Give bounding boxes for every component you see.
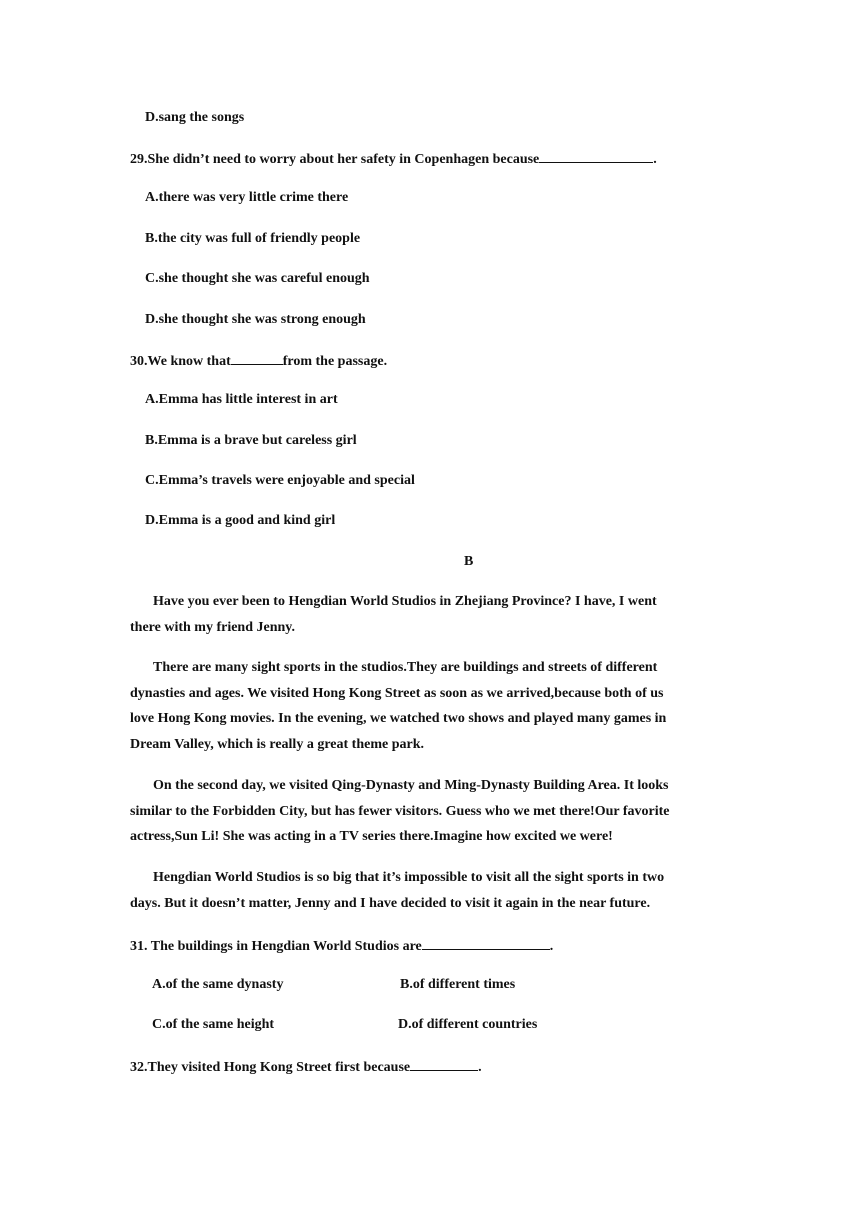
q29-stem-text: 29.She didn’t need to worry about her safety in Copenhagen because (130, 152, 540, 167)
q30-stem-before: 30.We know that (130, 354, 231, 369)
answer-blank (231, 351, 283, 365)
q32-stem-text: 32.They visited Hong Kong Street first because (130, 1060, 411, 1075)
passage-line: On the second day, we visited Qing-Dynasty and Ming-Dynasty Building Area. It looks (153, 778, 669, 793)
passage-line: actress,Sun Li! She was acting in a TV series there.Imagine how excited we were! (130, 829, 613, 845)
q31-option-b: B.of different times (400, 977, 516, 992)
passage-line: Have you ever been to Hengdian World Studios in Zhejiang Province? I have, I went (153, 594, 657, 609)
q30-option-a: A.Emma has little interest in art (145, 392, 338, 407)
answer-blank (410, 1057, 478, 1071)
answer-blank (422, 936, 550, 950)
q29-stem-end: . (653, 152, 657, 167)
q31-option-c: C.of the same height (152, 1017, 275, 1032)
passage-line: there with my friend Jenny. (130, 619, 296, 635)
passage-line: There are many sight sports in the studios.They are buildings and streets of different (153, 660, 658, 675)
q31-stem (130, 936, 553, 956)
q29-option-d: D.she thought she was strong enough (145, 312, 366, 327)
section-title: B (464, 554, 474, 569)
passage-paragraph-2 (130, 655, 720, 758)
q29-option-a: A.there was very little crime there (145, 190, 349, 205)
q29-stem (130, 149, 657, 169)
q32-stem (130, 1057, 482, 1077)
q31-option-a: A.of the same dynasty (152, 977, 284, 992)
q30-stem (130, 351, 387, 371)
q32-stem-end: . (478, 1060, 482, 1075)
q30-option-c: C.Emma’s travels were enjoyable and special (145, 473, 415, 488)
q30-option-b: B.Emma is a brave but careless girl (145, 433, 357, 448)
passage-line: Hengdian World Studios is so big that it’s impossible to visit all the sight sports in two (153, 870, 665, 885)
passage-paragraph-3 (130, 773, 720, 850)
q28-option-d: D.sang the songs (145, 110, 245, 125)
passage-line: Dream Valley, which is really a great theme park. (130, 737, 424, 753)
q29-option-b: B.the city was full of friendly people (145, 231, 361, 246)
passage-paragraph-4 (130, 865, 720, 916)
q30-stem-after: from the passage. (282, 354, 388, 369)
q29-option-c: C.she thought she was careful enough (145, 271, 370, 286)
passage-line: dynasties and ages. We visited Hong Kong Street as soon as we arrived,because both of us (130, 685, 664, 701)
q31-stem-end: . (549, 939, 554, 954)
passage-line: love Hong Kong movies. In the evening, we watched two shows and played many games in (130, 711, 667, 727)
q31-option-d: D.of different countries (398, 1017, 538, 1032)
q30-option-d: D.Emma is a good and kind girl (145, 513, 336, 528)
answer-blank (539, 149, 653, 163)
q31-stem-text: 31. The buildings in Hengdian World Studios are (130, 939, 422, 954)
passage-line: days. But it doesn’t matter, Jenny and I have decided to visit it again in the near future. (130, 895, 651, 911)
passage-paragraph-1 (130, 589, 720, 640)
passage-line: similar to the Forbidden City, but has fewer visitors. Guess who we met there!Our favorite (130, 803, 670, 819)
